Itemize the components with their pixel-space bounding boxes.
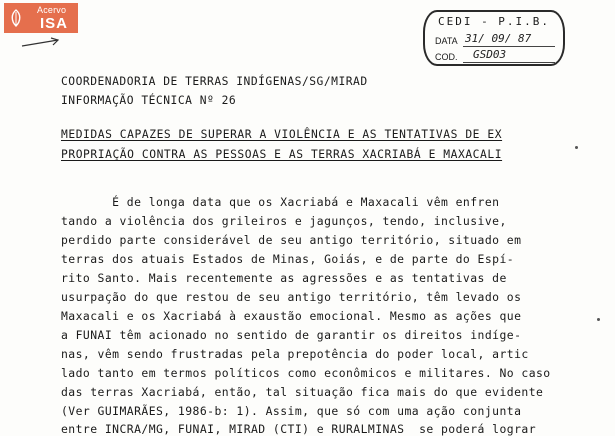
body-line: É de longa data que os Xacriabá e Maxacali vêm enfren <box>61 195 500 209</box>
stamp-date-line <box>463 46 555 47</box>
stamp-code-label: COD. <box>435 52 458 62</box>
body-line: rito Santo. Mais recentemente as agressões e as tentativas de <box>61 271 507 285</box>
document-title-line-2: PROPRIAÇÃO CONTRA AS PESSOAS E AS TERRAS XACRIABÁ E MAXACALI <box>61 148 503 161</box>
stamp-code-value: GSD03 <box>473 48 507 61</box>
body-line: perdido parte considerável de seu antigo território, situado em <box>61 233 522 247</box>
body-line: nas, vêm sendo frustradas pela prepotência do poder local, artic <box>61 347 529 361</box>
stamp-code-line <box>463 62 555 63</box>
body-line: terras dos atuais Estados de Minas, Goiás, e de parte do Espí- <box>61 252 515 266</box>
body-line: das terras Xacriabá, então, tal situação fica mais do que evidente <box>61 385 544 399</box>
stamp-title: CEDI - P.I.B. <box>437 15 551 28</box>
margin-mark <box>575 146 578 149</box>
technical-info-number: INFORMAÇÃO TÉCNICA Nº 26 <box>61 94 237 107</box>
leaf-icon <box>9 9 23 27</box>
body-line: entre INCRA/MG, FUNAI, MIRAD (CTI) e RURALMINAS se poderá lograr <box>61 422 537 436</box>
logo-top-text: Acervo <box>37 5 67 15</box>
coordination-header: COORDENADORIA DE TERRAS INDÍGENAS/SG/MIRAD <box>61 75 368 88</box>
handwritten-arrow-icon <box>20 36 62 50</box>
document-title-line-1: MEDIDAS CAPAZES DE SUPERAR A VIOLÊNCIA E AS TENTATIVAS DE EX <box>61 128 503 141</box>
acervo-isa-logo <box>4 3 78 33</box>
body-line: usurpação do que restou de seu antigo território, têm levado os <box>61 290 522 304</box>
stamp-date-value: 31/ 09/ 87 <box>465 32 532 45</box>
body-line: a FUNAI têm acionado no sentido de garantir os direitos indígе- <box>61 328 522 342</box>
body-line: Maxacali e os Xacriabá à exaustão emocional. Mesmo as ações que <box>61 309 522 323</box>
margin-mark <box>597 318 600 321</box>
stamp-date-label: DATA <box>435 36 458 46</box>
body-line: lado tanto em termos políticos como econômicos e militares. No caso <box>61 366 551 380</box>
body-line: tando a violência dos grileiros e jagunços, tendo, inclusive, <box>61 214 507 228</box>
logo-brand-text: ISA <box>40 15 69 32</box>
archive-stamp <box>423 10 565 66</box>
body-line: (Ver GUIMARÃES, 1986-b: 1). Assim, que só com uma ação conjunta <box>61 404 522 418</box>
